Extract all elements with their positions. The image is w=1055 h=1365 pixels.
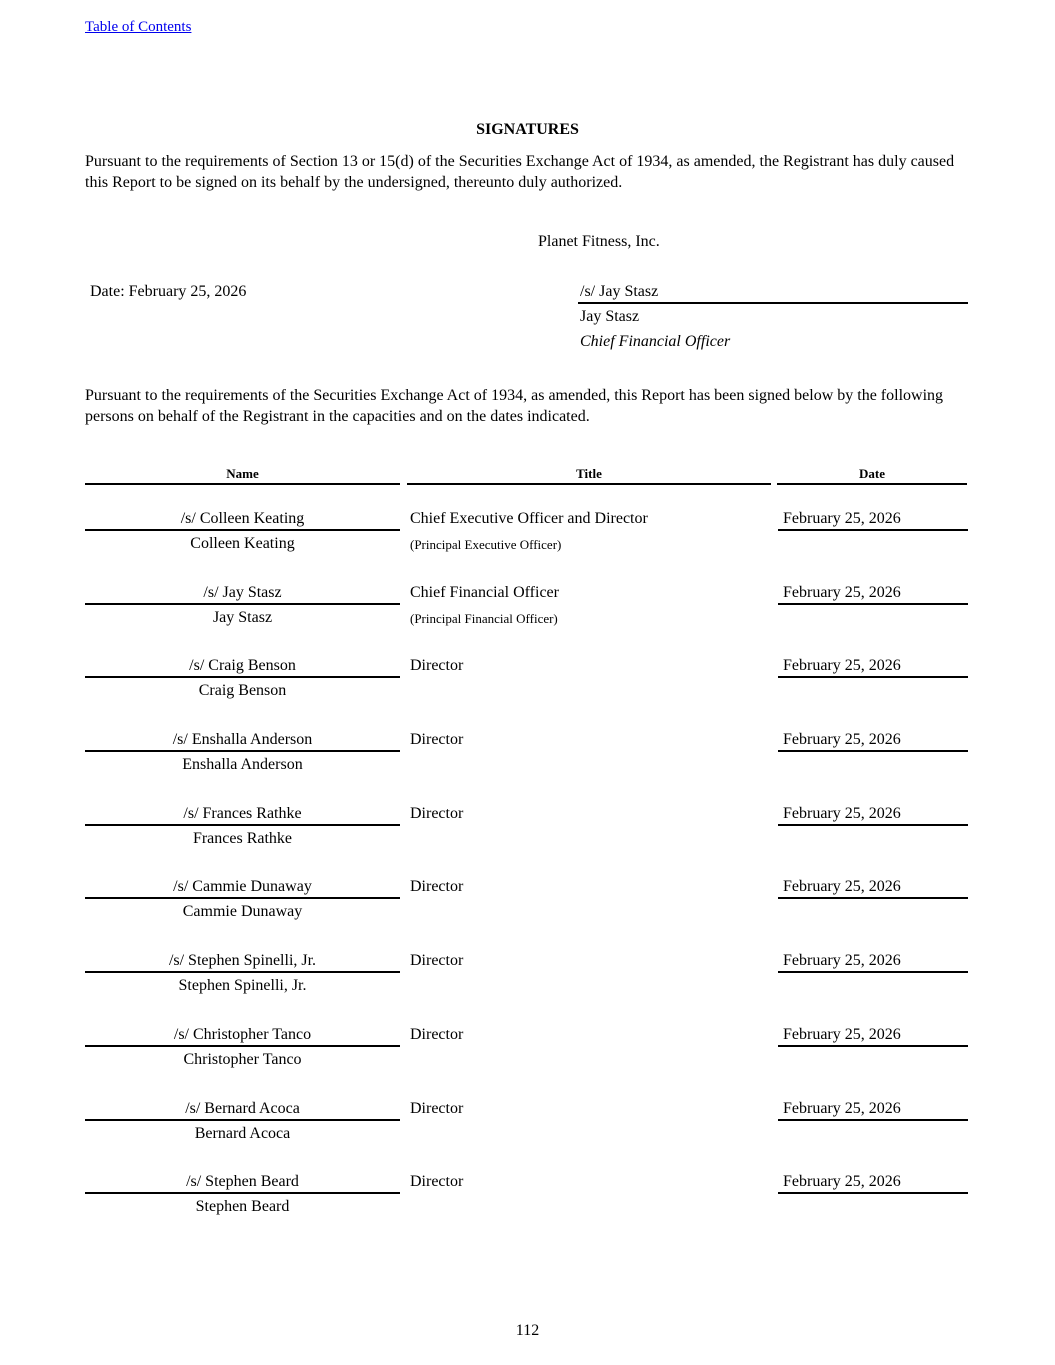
printed-name-cell: Frances Rathke: [192, 829, 293, 847]
column-header-title: Title: [407, 466, 771, 485]
table-row: [0, 951, 1055, 1025]
title-cell: Chief Financial Officer: [410, 583, 559, 601]
registrant-signature: /s/ Jay Stasz: [578, 283, 968, 304]
signature-cell: /s/ Stephen Spinelli, Jr.: [85, 951, 400, 973]
date-cell: February 25, 2026: [778, 656, 968, 678]
table-row: [0, 656, 1055, 730]
column-header-name: Name: [85, 466, 400, 485]
table-row: [0, 1025, 1055, 1099]
date-cell: February 25, 2026: [778, 951, 968, 973]
date-cell: February 25, 2026: [778, 730, 968, 752]
signature-cell: /s/ Bernard Acoca: [85, 1099, 400, 1121]
signature-cell: /s/ Frances Rathke: [85, 804, 400, 826]
signature-cell: /s/ Craig Benson: [85, 656, 400, 678]
date-cell: February 25, 2026: [778, 1099, 968, 1121]
title-cell: Director: [410, 804, 464, 822]
page-title: SIGNATURES: [476, 121, 579, 138]
registrant-date: Date: February 25, 2026: [90, 283, 247, 300]
table-of-contents-link[interactable]: Table of Contents: [85, 19, 192, 35]
page-number: 112: [515, 1322, 540, 1339]
table-row: [0, 804, 1055, 878]
title-subtitle-cell: (Principal Executive Officer): [410, 537, 562, 552]
date-cell: February 25, 2026: [778, 877, 968, 899]
signature-cell: /s/ Enshalla Anderson: [85, 730, 400, 752]
registrant-signer-title: Chief Financial Officer: [580, 333, 731, 350]
title-cell: Chief Executive Officer and Director: [410, 510, 648, 527]
table-row: [0, 730, 1055, 804]
title-cell: Director: [410, 1173, 464, 1191]
table-row: [0, 877, 1055, 951]
printed-name-cell: Stephen Spinelli, Jr.: [178, 977, 307, 995]
table-row: [0, 509, 1055, 583]
intro-paragraph: Pursuant to the requirements of Section 13 or 15(d) of the Securities Exchange Act of 1934, as amended, the Registrant has duly caused this Report to be signed on its behalf by the undersigned, thereunto duly authorized.: [85, 153, 955, 191]
table-row: [0, 1172, 1055, 1246]
title-cell: Director: [410, 657, 464, 675]
registrant-company: Planet Fitness, Inc.: [538, 233, 660, 250]
date-cell: February 25, 2026: [778, 583, 968, 605]
title-cell: Director: [410, 952, 464, 970]
date-cell: February 25, 2026: [778, 1172, 968, 1194]
date-cell: February 25, 2026: [778, 509, 968, 531]
date-cell: February 25, 2026: [778, 804, 968, 826]
registrant-signer-name: Jay Stasz: [580, 308, 640, 325]
title-cell: Director: [410, 731, 464, 749]
signature-cell: /s/ Cammie Dunaway: [85, 877, 400, 899]
date-cell: February 25, 2026: [778, 1025, 968, 1047]
signature-cell: /s/ Colleen Keating: [85, 509, 400, 531]
printed-name-cell: Cammie Dunaway: [182, 903, 303, 921]
signature-paragraph: Pursuant to the requirements of the Securities Exchange Act of 1934, as amended, this Report has been signed below by the following persons on behalf of the Registrant in the capacities and on the dates indicated.: [85, 387, 944, 425]
signature-table: [0, 509, 1055, 1246]
title-cell: Director: [410, 878, 464, 896]
title-cell: Director: [410, 1099, 464, 1117]
signature-cell: /s/ Christopher Tanco: [85, 1025, 400, 1047]
title-subtitle-cell: (Principal Financial Officer): [410, 610, 558, 626]
printed-name-cell: Colleen Keating: [190, 535, 295, 552]
printed-name-cell: Bernard Acoca: [194, 1124, 291, 1142]
printed-name-cell: Stephen Beard: [195, 1198, 290, 1216]
signature-cell: /s/ Jay Stasz: [85, 583, 400, 605]
printed-name-cell: Craig Benson: [198, 682, 287, 700]
table-row: [0, 1099, 1055, 1173]
signature-cell: /s/ Stephen Beard: [85, 1172, 400, 1194]
column-header-date: Date: [777, 466, 967, 485]
printed-name-cell: Christopher Tanco: [183, 1050, 302, 1068]
printed-name-cell: Enshalla Anderson: [182, 756, 303, 774]
title-cell: Director: [410, 1025, 464, 1043]
table-row: [0, 583, 1055, 657]
printed-name-cell: Jay Stasz: [212, 608, 273, 626]
